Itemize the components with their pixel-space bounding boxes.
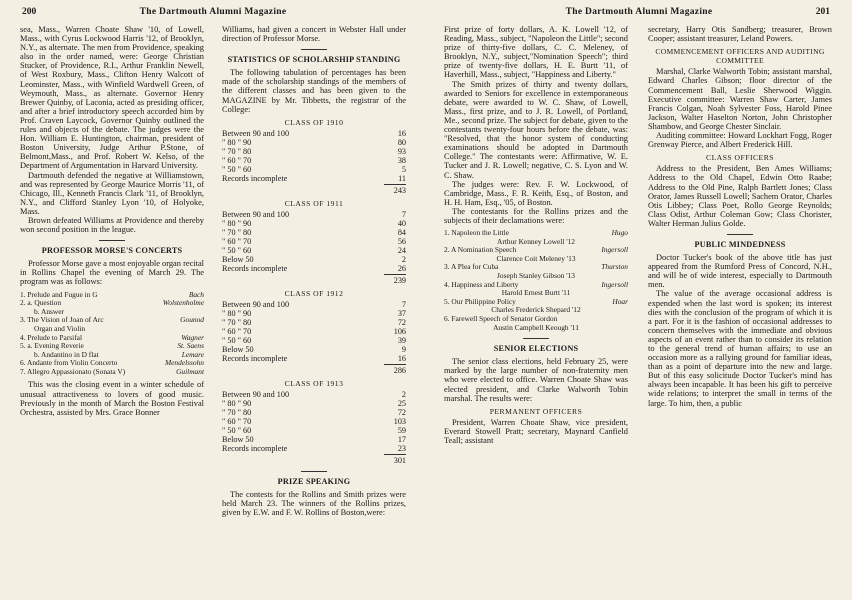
composer: Bach xyxy=(188,289,204,299)
left-column-1 xyxy=(20,25,204,595)
declamation-title: Farewell Speech of Senator Gordon xyxy=(451,314,558,323)
total-value: 243 xyxy=(393,185,406,195)
paragraph: Dartmouth defended the negative at Williamstown, and was represented by George Maurice Morris '11, of Chicago, Ill., Kenneth Francis Clark '11, of Brooklyn, N.Y., and Clifford Stanley Lyon '10, of Holyoke, Mass. xyxy=(20,170,204,216)
running-head: The Dartmouth Alumni Magazine xyxy=(565,7,713,17)
right-page xyxy=(426,0,852,600)
paragraph: The contests for the Rollins and Smith prizes were held March 23. The winners of the Rollins prizes, given by E.W. and F. W. Rollins of Boston,were: xyxy=(222,490,406,518)
row-label: " 60 " 70 xyxy=(222,155,252,165)
item-number: 7. xyxy=(20,366,26,376)
table-row xyxy=(222,156,406,165)
composer: Wagner xyxy=(181,332,204,342)
table-row xyxy=(222,210,406,219)
paragraph: Williams, had given a concert in Webster Hall under direction of Professor Morse. xyxy=(222,25,406,44)
row-value: 17 xyxy=(397,435,406,445)
total-rule xyxy=(384,364,406,365)
table-row xyxy=(222,354,406,363)
item-number: 3. xyxy=(444,262,450,272)
row-value: 25 xyxy=(397,399,406,409)
stats-table xyxy=(222,300,406,375)
table-title: CLASS OF 1913 xyxy=(284,379,344,389)
table-total xyxy=(222,456,406,465)
section-heading: PROFESSOR MORSE'S CONCERTS xyxy=(41,246,183,256)
paragraph: The value of the average occasional address is expended when the last word is spoken; its interest dies with the conclusion of the program of which it is a part. For it is the fashion of occasional addresses to concern themselves with the immediate and obvious aspects of an event rather than to consider its relation to the general trend of human affairs; to use an occasion more as a rallying ground for familiar ideas, than as a point of departure into the new and large. But of this easy solicitude Doctor Tucker's mind has always been incapable. It has been his gift to perceive wide relations; to interpret the small in terms of the large. To him, then, a public xyxy=(648,289,832,408)
paragraph: First prize of forty dollars, A. K. Lowell '12, of Reading, Mass., subject, "Napoleon the Little"; second prize of thirty-five dollars, C. C. Meleney, of Brooklyn, N.Y., subject,"Nomination Speech"; third prize of twenty-five dollars, H. E. Burtt '11, of Haverhill, Mass., subject, "Happiness and Liberty." xyxy=(444,25,628,80)
row-value: 38 xyxy=(397,155,406,165)
table-row xyxy=(222,228,406,237)
row-value: 5 xyxy=(401,164,406,174)
piece-title: a. Question xyxy=(27,298,62,308)
paragraph: Auditing committee: Howard Lockhart Fogg, Roger Grenway Pierce, and Albert Frederick Hill. xyxy=(648,131,832,150)
row-label: Below 50 xyxy=(222,435,254,445)
row-value: 106 xyxy=(393,327,406,337)
stats-table xyxy=(222,210,406,285)
declamation-title: Our Philippine Policy xyxy=(451,296,516,306)
row-value: 84 xyxy=(397,227,406,237)
total-spacer xyxy=(222,276,382,285)
paragraph: The Smith prizes of thirty and twenty dollars, awarded to Seniors for excellence in extemporaneous debate, were awarded to W. C. Shaw, of Lowell, Mass., first prize, and to J. R. Lowell, of Portland, Me., second prize. The subject for debate, given to the contestants twenty-four hours before the debate, was: "Resolved, that the honor system of conducting examinations should be adopted in Dartmouth College." The contestants were: Affirmative, W. E. Tucker and J. R. Lowell; negative, C. S. Lyon and W. C. Shaw. xyxy=(444,79,628,180)
declamation-title: Napoleon the Little xyxy=(451,228,509,238)
composer: St. Saens xyxy=(177,341,204,351)
contestant-list xyxy=(444,229,628,332)
row-value: 9 xyxy=(401,345,406,355)
total-spacer xyxy=(222,186,382,195)
author: Thurston xyxy=(601,262,628,272)
concert-program xyxy=(20,291,204,377)
paragraph: secretary, Harry Otis Sandberg; treasurer, Brown Cooper; assistant treasurer, Leland Powers. xyxy=(648,25,832,44)
total-rule xyxy=(384,184,406,185)
author: Hoar xyxy=(612,296,628,306)
divider xyxy=(523,338,549,339)
declamation-title: Happiness and Liberty xyxy=(451,279,519,289)
author: Hugo xyxy=(611,228,628,238)
piece-title: Allegro Appassionato (Sonata V) xyxy=(27,366,126,376)
item-number: 1. xyxy=(20,289,26,299)
table-row xyxy=(222,444,406,453)
row-value: 2 xyxy=(401,390,406,400)
piece-title: a. Evening Reverie xyxy=(27,341,84,351)
divider xyxy=(301,471,327,472)
right-column-2 xyxy=(648,25,832,595)
item-number: 2. xyxy=(20,298,26,308)
row-label: " 80 " 90 xyxy=(222,137,252,147)
composer: Lemare xyxy=(181,349,204,359)
table-row xyxy=(222,300,406,309)
row-label: " 70 " 80 xyxy=(222,408,252,418)
piece-title: The Vision of Joan of Arc xyxy=(27,315,104,325)
table-row xyxy=(222,309,406,318)
speaker: Austin Campbell Keough '11 xyxy=(493,322,579,332)
row-label: Between 90 and 100 xyxy=(222,300,290,310)
author: Ingersoll xyxy=(601,279,628,289)
total-rule xyxy=(384,454,406,455)
divider xyxy=(727,234,753,235)
program-item xyxy=(20,368,204,377)
stats-table xyxy=(222,129,406,195)
speaker: Clarence Coit Meleney '13 xyxy=(496,253,576,263)
total-value: 286 xyxy=(393,366,406,376)
table-row xyxy=(222,426,406,435)
table-title: CLASS OF 1912 xyxy=(284,288,344,298)
piece-title: b. Answer xyxy=(34,306,64,316)
page-header xyxy=(426,7,852,21)
table-total xyxy=(222,186,406,195)
row-value: 11 xyxy=(398,173,406,183)
row-value: 37 xyxy=(397,309,406,319)
row-label: " 70 " 80 xyxy=(222,227,252,237)
row-label: " 80 " 90 xyxy=(222,218,252,228)
table-row xyxy=(222,318,406,327)
row-label: " 60 " 70 xyxy=(222,417,252,427)
total-rule xyxy=(384,274,406,275)
row-label: " 60 " 70 xyxy=(222,327,252,337)
table-row xyxy=(222,264,406,273)
paragraph: The senior class elections, held February 25, were marked by the large number of non-fraternity men who were elected to office. Warren Choate Shaw was elected president, and Clarke Walworth Tobin marshal. The results were: xyxy=(444,357,628,403)
item-number: 4. xyxy=(444,279,450,289)
subheading: CLASS OFFICERS xyxy=(706,153,774,163)
row-value: 80 xyxy=(397,137,406,147)
paragraph: The judges were: Rev. F. W. Lockwood, of Cambridge, Mass., F. R. Keith, Esq., of Boston, and H. H. Ham, Esq., '05, of Boston. xyxy=(444,179,628,207)
item-number: 5. xyxy=(20,341,26,351)
row-label: Below 50 xyxy=(222,254,254,264)
row-label: " 80 " 90 xyxy=(222,399,252,409)
divider xyxy=(99,240,125,241)
row-value: 72 xyxy=(397,408,406,418)
running-head: The Dartmouth Alumni Magazine xyxy=(139,7,287,17)
speaker: Charles Frederick Shepard '12 xyxy=(491,305,581,315)
subheading: PERMANENT OFFICERS xyxy=(489,406,583,416)
row-label: " 80 " 90 xyxy=(222,309,252,319)
row-value: 40 xyxy=(397,218,406,228)
paragraph: President, Warren Choate Shaw, vice president, Everard Stowell Pratt; secretary, Maynard Canfield Teall; assistant xyxy=(444,417,628,446)
table-row xyxy=(222,129,406,138)
row-label: " 50 " 60 xyxy=(222,426,252,436)
subheading: COMMENCEMENT OFFICERS AND AUDITING COMMITTEE xyxy=(655,47,825,66)
paragraph: The following tabulation of percentages has been made of the scholarship standings of the members of the different classes and has been given to the MAGAZINE by Mr. Tibbetts, the registrar of the College: xyxy=(222,68,406,114)
page-header xyxy=(0,7,426,21)
item-number: 6. xyxy=(444,314,450,323)
item-number: 6. xyxy=(20,358,26,368)
row-label: Between 90 and 100 xyxy=(222,390,290,400)
row-label: Below 50 xyxy=(222,345,254,355)
table-row xyxy=(222,219,406,228)
row-value: 39 xyxy=(397,336,406,346)
row-label: Records incomplete xyxy=(222,444,288,454)
row-value: 26 xyxy=(397,263,406,273)
row-value: 2 xyxy=(401,254,406,264)
row-value: 16 xyxy=(397,354,406,364)
table-row xyxy=(222,336,406,345)
table-title: CLASS OF 1910 xyxy=(284,117,344,127)
row-value: 72 xyxy=(397,318,406,328)
table-row xyxy=(222,165,406,174)
piece-title: Organ and Violin xyxy=(34,323,86,333)
table-row xyxy=(222,345,406,354)
piece-title: Prelude and Fugue in G xyxy=(27,289,98,299)
table-row xyxy=(222,327,406,336)
row-label: " 70 " 80 xyxy=(222,146,252,156)
piece-title: Prelude to Parsifal xyxy=(27,332,83,342)
row-value: 59 xyxy=(397,426,406,436)
row-label: " 50 " 60 xyxy=(222,245,252,255)
paragraph: The contestants for the Rollins prizes and the subjects of their declamations were: xyxy=(444,206,628,225)
section-heading: SENIOR ELECTIONS xyxy=(493,344,579,354)
composer: Wolstenholme xyxy=(162,298,204,308)
row-value: 56 xyxy=(397,236,406,246)
row-value: 16 xyxy=(397,128,406,138)
item-number: 1. xyxy=(444,228,450,238)
table-row xyxy=(222,417,406,426)
speaker: Harold Ernest Burtt '11 xyxy=(501,288,571,298)
table-row xyxy=(222,147,406,156)
table-row xyxy=(222,399,406,408)
row-value: 23 xyxy=(397,444,406,454)
item-number: 5. xyxy=(444,296,450,306)
piece-title: b. Andantino in D flat xyxy=(34,349,99,359)
table-row xyxy=(222,255,406,264)
row-value: 103 xyxy=(393,417,406,427)
table-row xyxy=(222,237,406,246)
table-total xyxy=(222,366,406,375)
row-value: 24 xyxy=(397,245,406,255)
total-spacer xyxy=(222,366,382,375)
section-heading: PRIZE SPEAKING xyxy=(277,477,351,487)
item-number: 2. xyxy=(444,245,450,255)
total-value: 239 xyxy=(393,275,406,285)
total-value: 301 xyxy=(393,456,406,466)
paragraph: Professor Morse gave a most enjoyable organ recital in Rollins Chapel the evening of March 29. The program was as follows: xyxy=(20,259,204,287)
declamation-title: A Nomination Speech xyxy=(451,245,517,255)
item-number: 4. xyxy=(20,332,26,342)
row-label: " 50 " 60 xyxy=(222,164,252,174)
left-column-2 xyxy=(222,25,406,595)
paragraph: Address to the President, Ben Ames Williams; Address to the Old Chapel, Edwin Otto Raabe; Address to the Old Pine, Ralph Bartlett Jones; Class Orator, James Russell Lowell; Sachem Orator, Charles Otis Libbey; Class Poet, Rollo George Reynolds; Class Odist, Arthur Coleman Gow; Class Chorister, Walter Herman Julius Golde. xyxy=(648,164,832,228)
declamation-title: A Plea for Cuba xyxy=(451,262,499,272)
section-heading: PUBLIC MINDEDNESS xyxy=(694,239,786,249)
section-heading: STATISTICS OF SCHOLARSHIP STANDING xyxy=(227,55,401,65)
right-column-1 xyxy=(444,25,628,595)
page-number: 201 xyxy=(815,7,830,17)
composer: Gounod xyxy=(180,315,204,325)
row-label: Records incomplete xyxy=(222,354,288,364)
row-label: Records incomplete xyxy=(222,263,288,273)
table-row xyxy=(222,138,406,147)
paragraph: This was the closing event in a winter schedule of unusual attractiveness to lovers of good music. Previously in the month of March the Boston Festival Orchestra, assisted by Mrs. Grace Bonner xyxy=(20,380,204,417)
total-spacer xyxy=(222,456,382,465)
composer: Guilmant xyxy=(176,366,204,376)
row-value: 7 xyxy=(401,209,406,219)
paragraph: Marshal, Clarke Walworth Tobin; assistant marshal, Edward Charles Gibson; floor director of the Commencement Ball, Leslie Sherwood Wiggin. Executive committee: Warren Shaw Carter, James Francis Colgan, Noah Sylvester Foss, Harold Pinee Jackson, Walter Haselton Norton, John Christopher Shambow, and George Chester Sinclair. xyxy=(648,67,832,131)
author: Ingersoll xyxy=(601,245,628,255)
page-number: 200 xyxy=(22,7,37,17)
item-number: 3. xyxy=(20,315,26,325)
composer: Mendelssohn xyxy=(165,358,204,368)
table-row xyxy=(222,174,406,183)
stats-table xyxy=(222,390,406,465)
program-piece xyxy=(20,368,176,377)
row-value: 93 xyxy=(397,146,406,156)
row-label: Between 90 and 100 xyxy=(222,128,290,138)
table-title: CLASS OF 1911 xyxy=(284,198,344,208)
speaker: Arthur Kenney Lowell '12 xyxy=(497,236,575,246)
paragraph: sea, Mass., Warren Choate Shaw '10, of Lowell, Mass., with Cyrus Lockwood Harris '12, of Brooklyn, N.Y., as alternate. The men from Providence, speaking also in the order named, were: George Christian Stucker, of Providence, R.I., Arthur Franklin Newell, of West Roxbury, Mass., Clifton Henry Walcott of Leominster, Mass., with Winfield Wardwell Green, of Weymouth, Mass., as alternate. Governor Henry Brewer Quinby, of Laconia, acted as presiding officer, and after a brief introductory speech accorded him by Prof. Craven Laycock, Governor Quinby outlined the rules and objects of the debate. The judges were the Hon. William E. Huntington, chairman, president of Boston University, Judge Arthur P.Stone, of Belmont,Mass., and Prof. Robert W. Kelso, of the Department of Argumentation in Harvard University. xyxy=(20,25,204,171)
row-label: " 70 " 80 xyxy=(222,318,252,328)
row-value: 7 xyxy=(401,300,406,310)
row-label: " 50 " 60 xyxy=(222,336,252,346)
paragraph: Doctor Tucker's book of the above title has just appeared from the Rumford Press of Concord, N.H., and will be of wide interest, especially to Dartmouth men. xyxy=(648,253,832,290)
table-total xyxy=(222,276,406,285)
scholarship-tables xyxy=(222,118,406,465)
row-label: " 60 " 70 xyxy=(222,236,252,246)
table-row xyxy=(222,408,406,417)
speaker: Joseph Stanley Gibson '13 xyxy=(497,271,575,281)
divider xyxy=(301,49,327,50)
row-label: Records incomplete xyxy=(222,173,288,183)
table-row xyxy=(222,246,406,255)
table-row xyxy=(222,435,406,444)
piece-title: Andante from Violin Concerto xyxy=(27,358,118,368)
paragraph: Brown defeated Williams at Providence and thereby won second position in the league. xyxy=(20,215,204,235)
table-row xyxy=(222,390,406,399)
row-label: Between 90 and 100 xyxy=(222,209,290,219)
